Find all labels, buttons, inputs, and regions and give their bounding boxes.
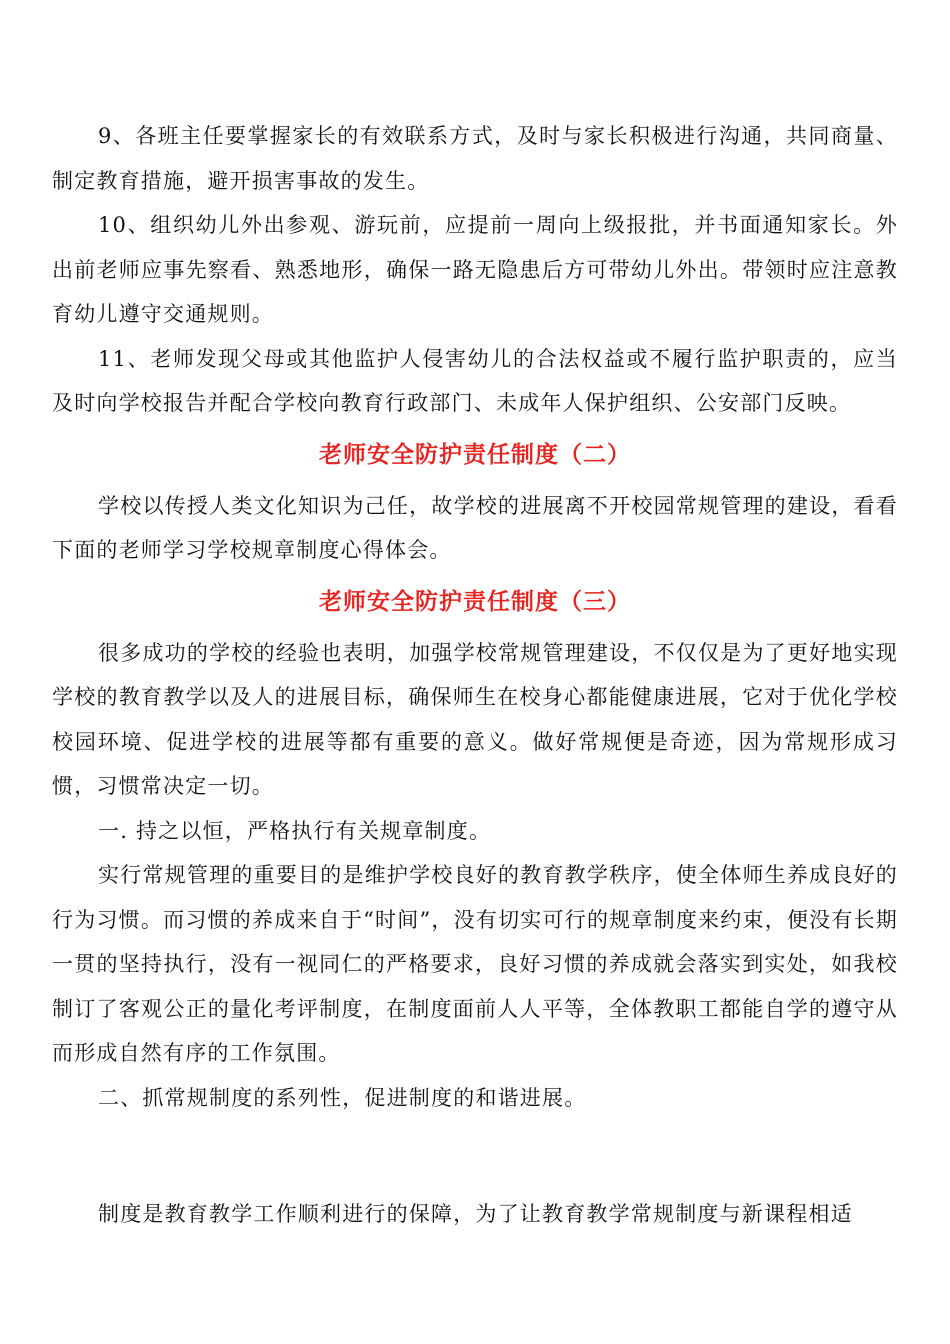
paragraph-item-11: 11、老师发现父母或其他监护人侵害幼儿的合法权益或不履行监护职责的，应当及时向学校报告并配合学校向教育行政部门、未成年人保护组织、公安部门反映。 bbox=[52, 346, 898, 415]
blank-gap bbox=[52, 1120, 898, 1192]
body-paragraph-1: 实行常规管理的重要目的是维护学校良好的教育教学秩序，使全体师生养成良好的行为习惯。而习惯的养成来自于“时间”，没有切实可行的规章制度来约束，便没有长期一贯的坚持执行，没有一视同仁的严格要求，良好习惯的养成就会落实到实处，如我校制订了客观公正的量化考评制度，在制度面前人人平等，全体教职工都能自学的遵守从而形成自然有序的工作氛围。 bbox=[52, 863, 898, 1065]
subsection-title-2: 二、抓常规制度的系列性，促进制度的和谐进展。 bbox=[98, 1085, 587, 1110]
section-heading-2: 老师安全防护责任制度（二） bbox=[319, 440, 631, 468]
paragraph-item-9: 9、各班主任要掌握家长的有效联系方式，及时与家长积极进行沟通，共同商量、制定教育措施，避开损害事故的发生。 bbox=[52, 124, 898, 193]
document-page bbox=[52, 114, 898, 1237]
paragraph-item-10: 10、组织幼儿外出参观、游玩前，应提前一周向上级报批，并书面通知家长。外出前老师应事先察看、熟悉地形，确保一路无隐患后方可带幼儿外出。带领时应注意教育幼儿遵守交通规则。 bbox=[52, 213, 898, 326]
body-paragraph-2: 制度是教育教学工作顺利进行的保障，为了让教育教学常规制度与新课程相适 bbox=[98, 1202, 853, 1226]
intro-paragraph-2: 学校以传授人类文化知识为己任，故学校的进展离不开校园常规管理的建设，看看下面的老师学习学校规章制度心得体会。 bbox=[52, 493, 898, 562]
intro-paragraph-3: 很多成功的学校的经验也表明，加强学校常规管理建设，不仅仅是为了更好地实现学校的教育教学以及人的进展目标，确保师生在校身心都能健康进展，它对于优化学校校园环境、促进学校的进展等都有重要的意义。做好常规便是奇迹，因为常规形成习惯，习惯常决定一切。 bbox=[52, 640, 898, 798]
section-heading-3: 老师安全防护责任制度（三） bbox=[319, 587, 631, 615]
subsection-title-1: 一. 持之以恒，严格执行有关规章制度。 bbox=[98, 818, 492, 843]
